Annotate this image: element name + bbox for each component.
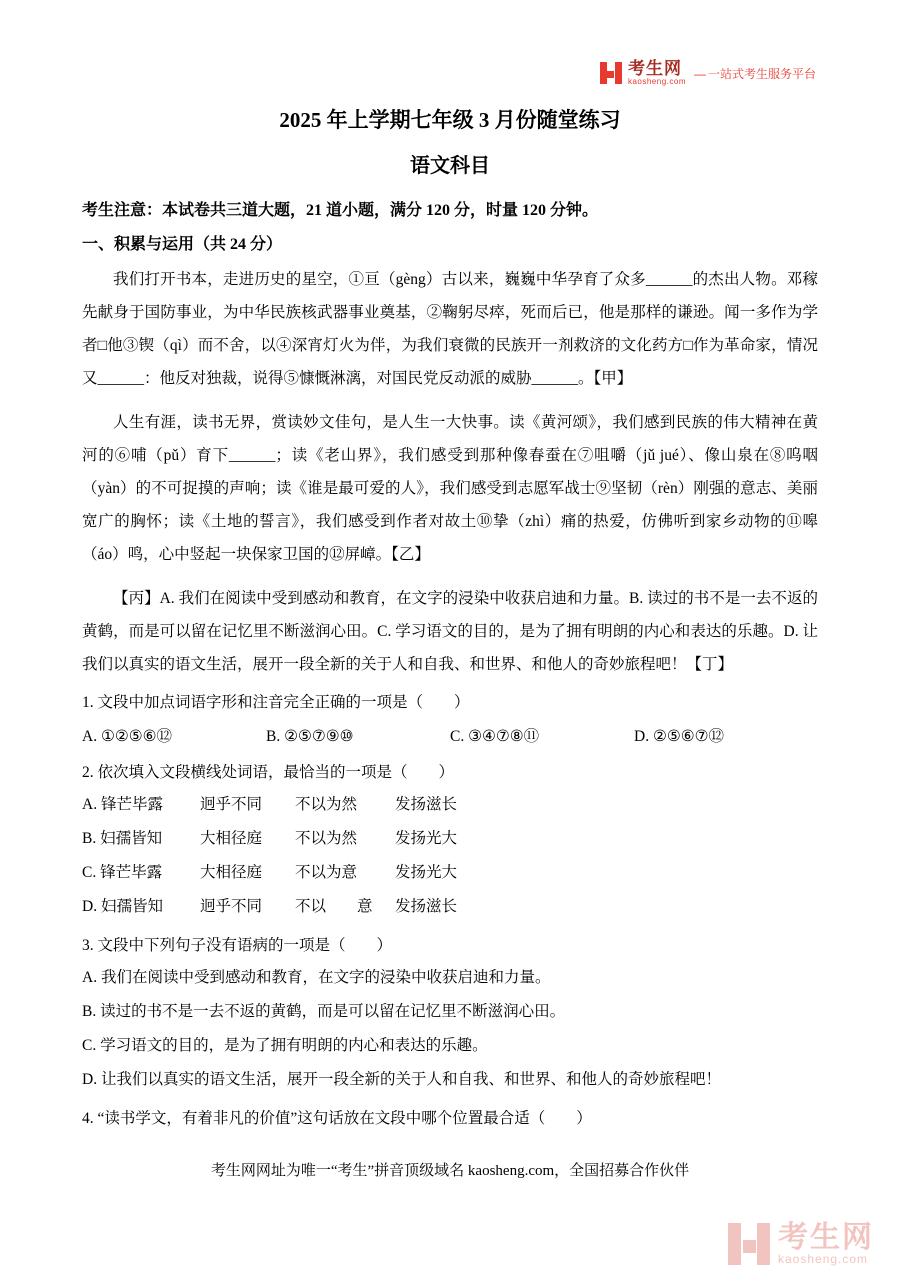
- brand-name: 考生网: [627, 59, 682, 78]
- option-2a-c1: A. 锋芒毕露: [82, 795, 163, 813]
- option-1b: B. ②⑤⑦⑨⑩: [266, 727, 354, 745]
- watermark-domain: kaosheng.com: [778, 1252, 869, 1267]
- watermark-logo-icon: [728, 1223, 770, 1265]
- question-2-stem: 2. 依次填入文段横线处词语，最恰当的一项是（ ）: [82, 763, 455, 781]
- brand-text: [628, 60, 686, 86]
- option-2b-c4: 发扬光大: [395, 829, 458, 847]
- section-heading: 一、积累与运用（共 24 分）: [82, 236, 283, 253]
- option-1a: A. ①②⑤⑥⑫: [82, 727, 173, 745]
- question-1-stem: 1. 文段中加点词语字形和注音完全正确的一项是（ ）: [82, 693, 470, 711]
- option-2c-c4: 发扬光大: [395, 863, 458, 881]
- option-2a: [82, 788, 818, 822]
- option-2c-c2: 大相径庭: [200, 863, 263, 881]
- option-3a: A. 我们在阅读中受到感动和教育，在文字的浸染中收获启迪和力量。: [82, 968, 551, 986]
- option-2b: [82, 822, 818, 856]
- option-2c: [82, 856, 818, 890]
- option-2a-c4: 发扬滋长: [395, 795, 458, 813]
- tagline-dash: —: [693, 66, 706, 81]
- option-2d-c3: 不以 意: [295, 897, 373, 915]
- passage-paragraph-1: 我们打开书本，走进历史的星空，①亘（gèng）古以来，巍巍中华孕育了众多______的杰出人物。邓稼先献身于国防事业，为中华民族核武器事业奠基，②鞠躬尽瘁，死而后已，他是那样的谦逊。闻一多作为学者□他③锲（qì）而不舍，以④深宵灯火为伴，为我们衰微的民族开一剂救济的文化药方□作为革命家，情况又______：他反对独裁，说得⑤慷慨淋漓，对国民党反动派的威胁______。【甲】: [82, 270, 818, 387]
- option-2a-c2: 迥乎不同: [200, 795, 263, 813]
- option-3d: D. 让我们以真实的语文生活，展开一段全新的关于人和自我、和世界、和他人的奇妙旅程吧！: [82, 1070, 721, 1088]
- option-2d-c2: 迥乎不同: [200, 897, 263, 915]
- option-2a-c3: 不以为然: [295, 795, 358, 813]
- brand-domain: kaosheng.com: [627, 76, 686, 86]
- option-2b-c3: 不以为然: [295, 829, 358, 847]
- watermark-name: 考生网: [778, 1220, 874, 1254]
- option-2d-c4: 发扬滋长: [395, 897, 458, 915]
- option-2c-c3: 不以为意: [295, 863, 358, 881]
- option-1d: D. ②⑤⑥⑦⑫: [634, 727, 725, 745]
- brand-logo: [600, 60, 816, 86]
- passage-paragraph-2: 人生有涯，读书无界，赏读妙文佳句，是人生一大快事。读《黄河颂》，我们感到民族的伟大精神在黄河的⑥哺（pǔ）育下______；读《老山界》，我们感受到那种像春蚕在⑦咀嚼（jǔ jué）、像山泉在⑧呜咽（yàn）的不可捉摸的声响；读《谁是最可爱的人》，我们感受到志愿军战士⑨坚韧（rèn）刚强的意志、美丽宽广的胸怀；读《土地的誓言》，我们感受到作者对故土⑩挚（zhì）痛的热爱，仿佛听到家乡动物的⑪嗥（áo）鸣，心中竖起一块保家卫国的⑫屏嶂。【乙】: [82, 413, 818, 563]
- option-3c: C. 学习语文的目的，是为了拥有明朗的内心和表达的乐趣。: [82, 1036, 488, 1054]
- option-1c: C. ③④⑦⑧⑪: [450, 727, 540, 745]
- option-2c-c1: C. 锋芒毕露: [82, 863, 163, 881]
- option-2b-c1: B. 妇孺皆知: [82, 829, 163, 847]
- option-2d: [82, 890, 818, 924]
- brand-tagline: [694, 65, 816, 82]
- option-3b: B. 读过的书不是一去不返的黄鹤，而是可以留在记忆里不断滋润心田。: [82, 1002, 566, 1020]
- exam-notice: 考生注意：本试卷共三道大题，21 道小题，满分 120 分，时量 120 分钟。: [82, 202, 599, 219]
- question-1-options: [82, 723, 818, 751]
- watermark-logo: [728, 1222, 874, 1266]
- question-3-stem: 3. 文段中下列句子没有语病的一项是（ ）: [82, 936, 393, 954]
- tagline-text: 一站式考生服务平台: [707, 66, 816, 81]
- passage-paragraph-3: 【丙】A. 我们在阅读中受到感动和教育，在文字的浸染中收获启迪和力量。B. 读过的书不是一去不返的黄鹤，而是可以留在记忆里不断滋润心田。C. 学习语文的目的，是为了拥有明朗的内心和表达的乐趣。D. 让我们以真实的语文生活，展开一段全新的关于人和自我、和世界、和他人的奇妙旅程吧！【丁】: [82, 589, 818, 673]
- option-2d-c1: D. 妇孺皆知: [82, 897, 163, 915]
- option-2b-c2: 大相径庭: [200, 829, 263, 847]
- doc-title: 2025 年上学期七年级 3 月份随堂练习: [279, 108, 621, 132]
- footer-note: 考生网网址为唯一“考生”拼音顶级域名 kaosheng.com，全国招募合作伙伴: [210, 1162, 690, 1179]
- watermark-text: [778, 1222, 874, 1266]
- doc-subject: 语文科目: [410, 155, 490, 177]
- question-4-stem: 4. “读书学文，有着非凡的价值”这句话放在文段中哪个位置最合适（ ）: [82, 1109, 592, 1127]
- kaosheng-logo-icon: [600, 62, 622, 84]
